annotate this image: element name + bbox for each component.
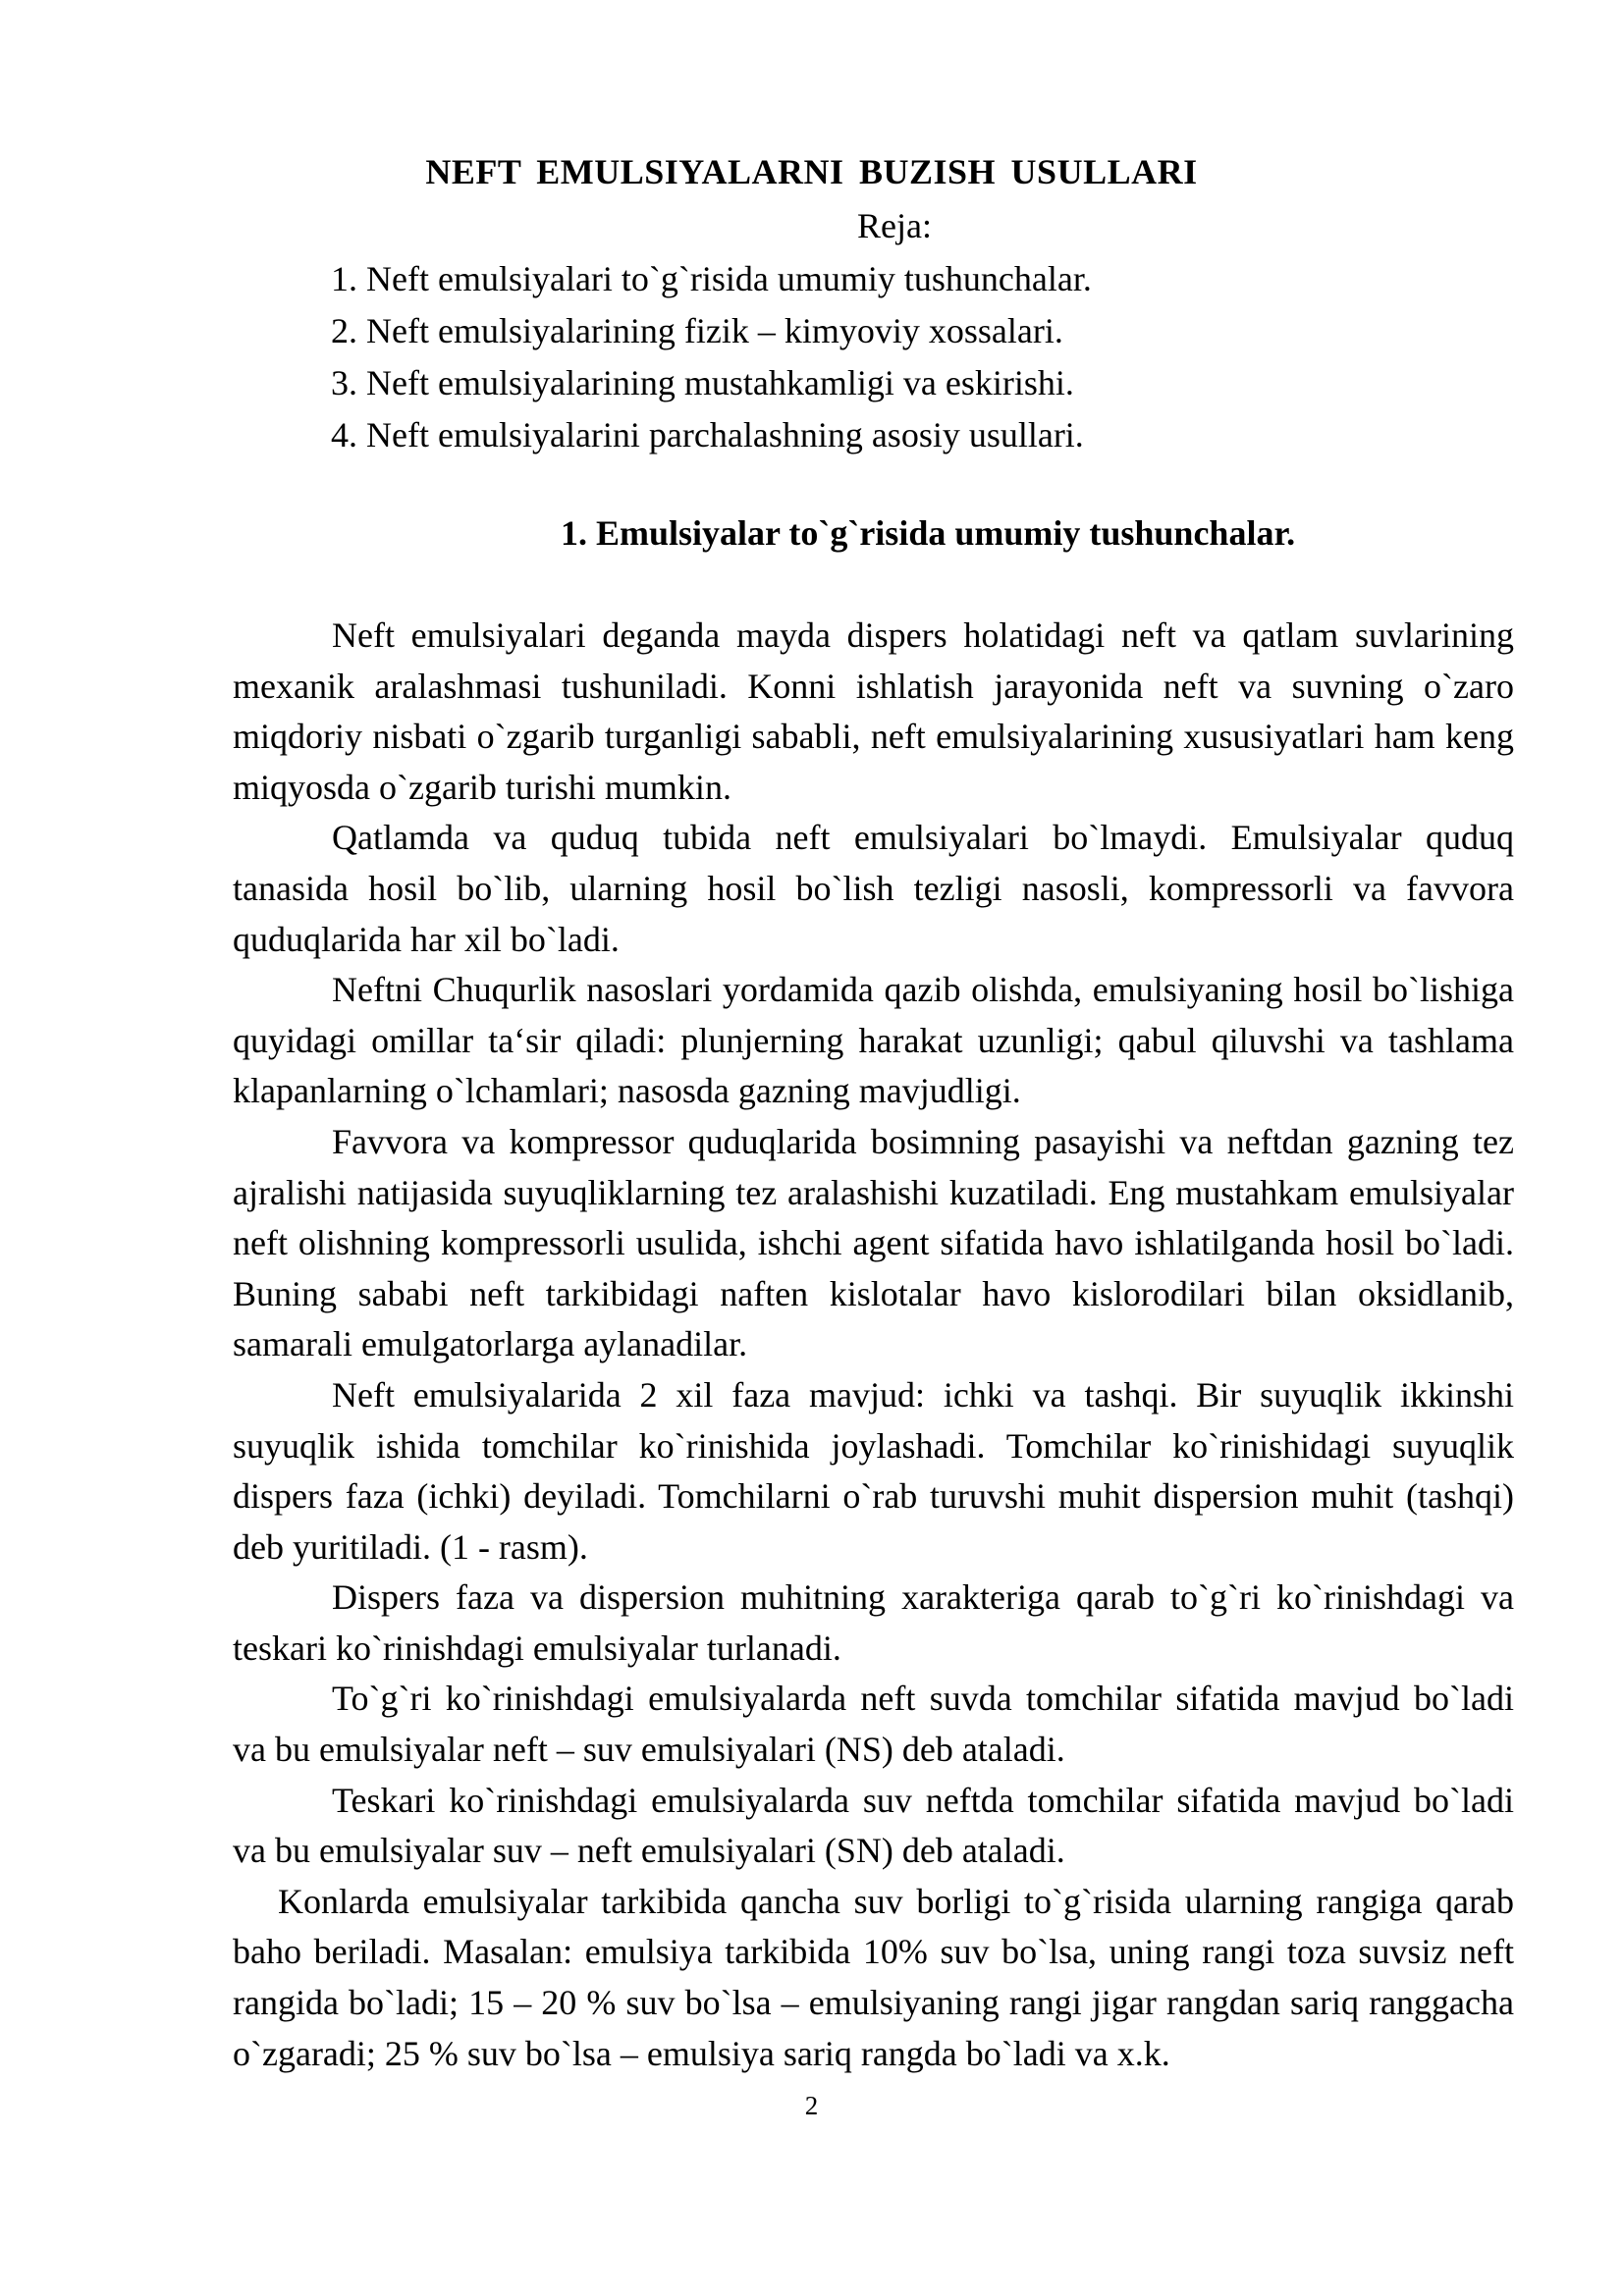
section-heading: 1. Emulsiyalar to`g`risida umumiy tushunchalar.	[561, 513, 1296, 553]
plan-item: 4. Neft emulsiyalarini parchalashning asosiy usullari.	[331, 415, 1084, 454]
plan-list	[331, 253, 1092, 461]
plan-item: 1. Neft emulsiyalari to`g`risida umumiy tushunchalar.	[331, 259, 1092, 298]
paragraph: Neft emulsiyalari deganda mayda dispers holatidagi neft va qatlam suvlarining mexanik aralashmasi tushuniladi. Konni ishlatish jarayonida neft va suvning o`zaro miqdoriy nisbati o`zgarib turganligi sababli, neft emulsiyalarining xususiyatlari ham keng miqyosda o`zgarib turishi mumkin.	[233, 615, 1514, 807]
body-text	[233, 611, 1514, 2079]
paragraph: To`g`ri ko`rinishdagi emulsiyalarda neft suvda tomchilar sifatida mavjud bo`ladi va bu emulsiyalar neft – suv emulsiyalari (NS) deb ataladi.	[233, 1679, 1514, 1770]
paragraph: Neft emulsiyalarida 2 xil faza mavjud: ichki va tashqi. Bir suyuqlik ikkinshi suyuqlik ishida tomchilar ko`rinishida joylashadi. Tomchilar ko`rinishidagi suyuqlik dispers faza (ichki) deyiladi. Tomchilarni o`rab turuvshi muhit dispersion muhit (tashqi) deb yuritiladi. (1 - rasm).	[233, 1374, 1514, 1567]
plan-item: 2. Neft emulsiyalarining fizik – kimyoviy xossalari.	[331, 311, 1063, 350]
page-number: 2	[804, 2091, 819, 2120]
plan-item: 3. Neft emulsiyalarining mustahkamligi va eskirishi.	[331, 363, 1074, 402]
paragraph: Dispers faza va dispersion muhitning xarakteriga qarab to`g`ri ko`rinishdagi va teskari ko`rinishdagi emulsiyalar turlanadi.	[233, 1577, 1514, 1668]
paragraph: Favvora va kompressor quduqlarida bosimning pasayishi va neftdan gazning tez ajralishi natijasida suyuqliklarning tez aralashishi kuzatiladi. Eng mustahkam emulsiyalar neft olishning kompressorli usulida, ishchi agent sifatida havo ishlatilganda hosil bo`ladi. Buning sababi neft tarkibidagi naften kislotalar havo kislorodilari bilan oksidlanib, samarali emulgatorlarga aylanadilar.	[233, 1121, 1514, 1364]
paragraph: Konlarda emulsiyalar tarkibida qancha suv borligi to`g`risida ularning rangiga qarab baho beriladi. Masalan: emulsiya tarkibida 10% suv bo`lsa, uning rangi toza suvsiz neft rangida bo`ladi; 15 – 20 % suv bo`lsa – emulsiyaning rangi jigar rangdan sariq ranggacha o`zgaradi; 25 % suv bo`lsa – emulsiya sariq rangda bo`ladi va x.k.	[233, 1881, 1514, 2073]
paragraph: Qatlamda va quduq tubida neft emulsiyalari bo`lmaydi. Emulsiyalar quduq tanasida hosil bo`lib, ularning hosil bo`lish tezligi nasosli, kompressorli va favvora quduqlarida har xil bo`ladi.	[233, 818, 1514, 959]
plan-label: Reja:	[857, 206, 932, 245]
paragraph: Teskari ko`rinishdagi emulsiyalarda suv neftda tomchilar sifatida mavjud bo`ladi va bu emulsiyalar suv – neft emulsiyalari (SN) deb ataladi.	[233, 1780, 1514, 1871]
paragraph: Neftni Chuqurlik nasoslari yordamida qazib olishda, emulsiyaning hosil bo`lishiga quyidagi omillar ta‘sir qiladi: plunjerning harakat uzunligi; qabul qiluvshi va tashlama klapanlarning o`lchamlari; nasosda gazning mavjudligi.	[233, 970, 1514, 1111]
document-title: NEFT EMULSIYALARNI BUZISH USULLARI	[425, 152, 1198, 191]
